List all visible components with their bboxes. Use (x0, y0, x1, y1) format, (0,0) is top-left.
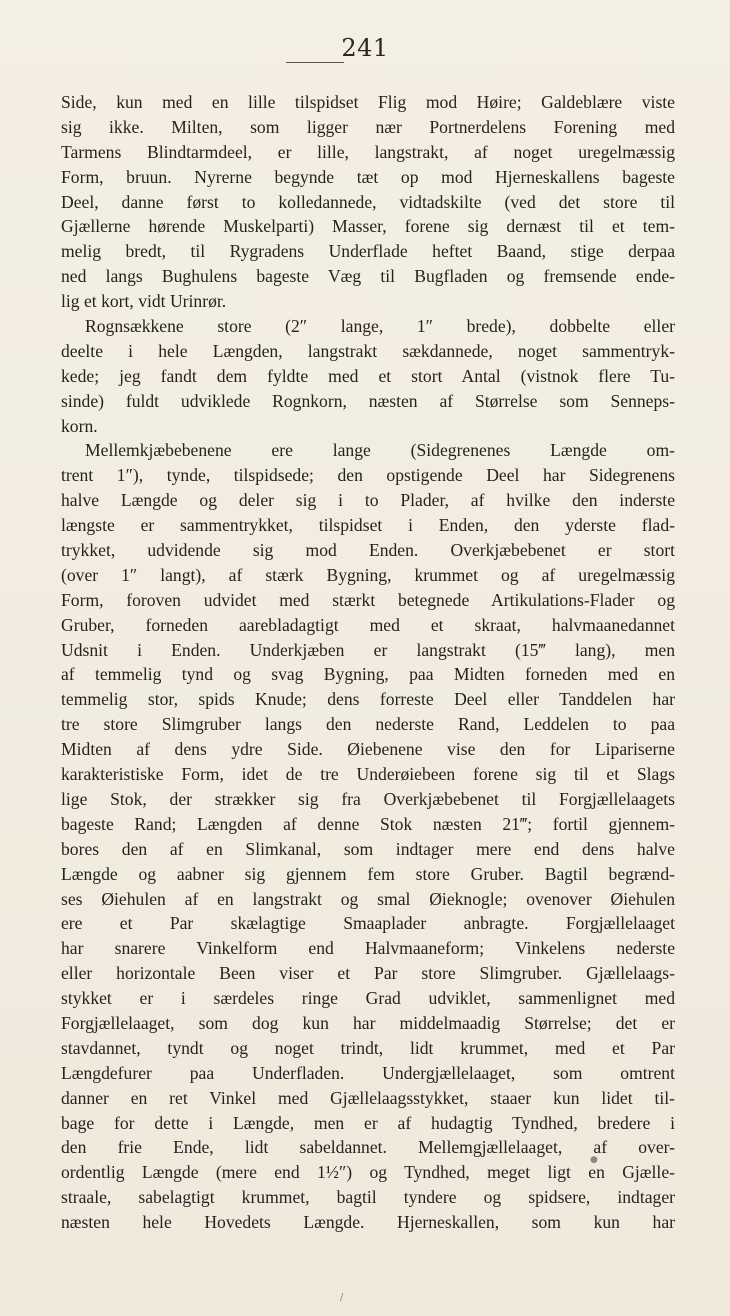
text-line: tre store Slimgruber langs den nederste Rand, Leddelen to paa (61, 714, 675, 735)
text-line: ses Øiehulen af en langstrakt og smal Øieknogle; ovenover Øiehulen (61, 888, 675, 909)
text-line: Længde og aabner sig gjennem fem store Gruber. Bagtil begrænd- (61, 863, 675, 884)
print-speck: ● (590, 1155, 598, 1165)
text-line: Udsnit i Enden. Underkjæben er langstrakt (15‴ lang), men (61, 639, 675, 660)
text-line: trent 1″), tynde, tilspidsede; den opstigende Deel har Sidegrenens (61, 465, 675, 486)
text-line: næsten hele Hovedets Længde. Hjerneskallen, som kun har (61, 1212, 675, 1233)
text-line: har snarere Vinkelform end Halvmaaneform; Vinkelens nederste (61, 938, 675, 959)
text-line: stavdannet, tyndt og noget trindt, lidt krummet, med et Par (61, 1037, 675, 1058)
text-line: af temmelig tynd og svag Bygning, paa Midten forneden med en (61, 664, 675, 685)
text-line: Gjællerne hørende Muskelparti) Masser, forene sig dernæst til et tem- (61, 216, 675, 237)
text-line: bage for dette i Længde, men er af hudagtig Tyndhed, bredere i (61, 1112, 675, 1133)
text-line: trykket, udvidende sig mod Enden. Overkjæbebenet er stort (61, 540, 675, 561)
text-line: sinde) fuldt udviklede Rognkorn, næsten af Størrelse som Senneps- (61, 390, 675, 411)
text-line: stykket er i særdeles ringe Grad udviklet, sammenlignet med (61, 988, 675, 1009)
text-line: (over 1″ langt), af stærk Bygning, krummet og af uregelmæssig (61, 564, 675, 585)
text-line: straale, sabelagtigt krummet, bagtil tyndere og spidsere, indtager (61, 1187, 675, 1208)
text-line: Form, foroven udvidet med stærkt betegnede Artikulations-Flader og (61, 589, 675, 610)
page-number: 241 (341, 34, 389, 62)
text-line: ordentlig Længde (mere end 1½″) og Tyndhed, meget ligt en Gjælle- (61, 1162, 675, 1183)
text-line: Midten af dens ydre Side. Øiebenene vise den for Lipariserne (61, 739, 675, 760)
text-line: Tarmens Blindtarmdeel, er lille, langstrakt, af noget uregelmæssig (61, 141, 675, 162)
text-line: korn. (61, 415, 98, 436)
text-line: temmelig stor, spids Knude; dens forreste Deel eller Tanddelen har (61, 689, 675, 710)
text-line: Form, bruun. Nyrerne begynde tæt op mod Hjerneskallens bageste (61, 166, 675, 187)
text-line: ere et Par skælagtige Smaaplader anbragte. Forgjællelaaget (61, 913, 675, 934)
text-line: karakteristiske Form, idet de tre Underøiebeen forene sig til et Slags (61, 764, 675, 785)
text-line: sig ikke. Milten, som ligger nær Portnerdelens Forening med (61, 116, 675, 137)
text-line: deelte i hele Længden, langstrakt sækdannede, noget sammentryk- (61, 340, 675, 361)
text-line: Side, kun med en lille tilspidset Flig mod Høire; Galdeblære viste (61, 92, 675, 112)
text-line: Mellemkjæbebenene ere lange (Sidegrenenes Længde om- (85, 440, 675, 461)
body-text (61, 90, 675, 1235)
text-line: Længdefurer paa Underfladen. Undergjællelaaget, som omtrent (61, 1062, 675, 1083)
text-line: den frie Ende, lidt sabeldannet. Mellemgjællelaaget, af over- (61, 1137, 675, 1158)
text-line: Gruber, forneden aarebladagtigt med et skraat, halvmaanedannet (61, 614, 675, 635)
text-line: halve Længde og deler sig i to Plader, af hvilke den inderste (61, 490, 675, 511)
text-line: melig bredt, til Rygradens Underflade heftet Baand, stige derpaa (61, 241, 675, 262)
text-line: eller horizontale Been viser et Par store Slimgruber. Gjællelaags- (61, 963, 675, 984)
text-line: lige Stok, der strækker sig fra Overkjæbebenet til Forgjællelaagets (61, 788, 675, 809)
text-line: bores den af en Slimkanal, som indtager mere end dens halve (61, 838, 675, 859)
text-line: Deel, danne først to kolledannede, vidtadskilte (ved det store til (61, 191, 675, 212)
text-line: ned langs Bughulens bageste Væg til Bugfladen og fremsende ende- (61, 266, 675, 287)
text-line: Forgjællelaaget, som dog kun har middelmaadig Størrelse; det er (61, 1012, 675, 1033)
print-speck: / (340, 1292, 344, 1303)
text-line: danner en ret Vinkel med Gjællelaagsstykket, staaer kun lidet til- (61, 1087, 675, 1108)
page-number-underline (286, 62, 344, 63)
text-line: bageste Rand; Længden af denne Stok næsten 21‴; fortil gjennem- (61, 813, 675, 834)
text-line: lig et kort, vidt Urinrør. (61, 291, 227, 312)
text-line: længste er sammentrykket, tilspidset i Enden, den yderste flad- (61, 515, 675, 536)
text-line: kede; jeg fandt dem fyldte med et stort Antal (vistnok flere Tu- (61, 365, 675, 386)
text-line: Rognsækkene store (2″ lange, 1″ brede), dobbelte eller (85, 316, 675, 337)
